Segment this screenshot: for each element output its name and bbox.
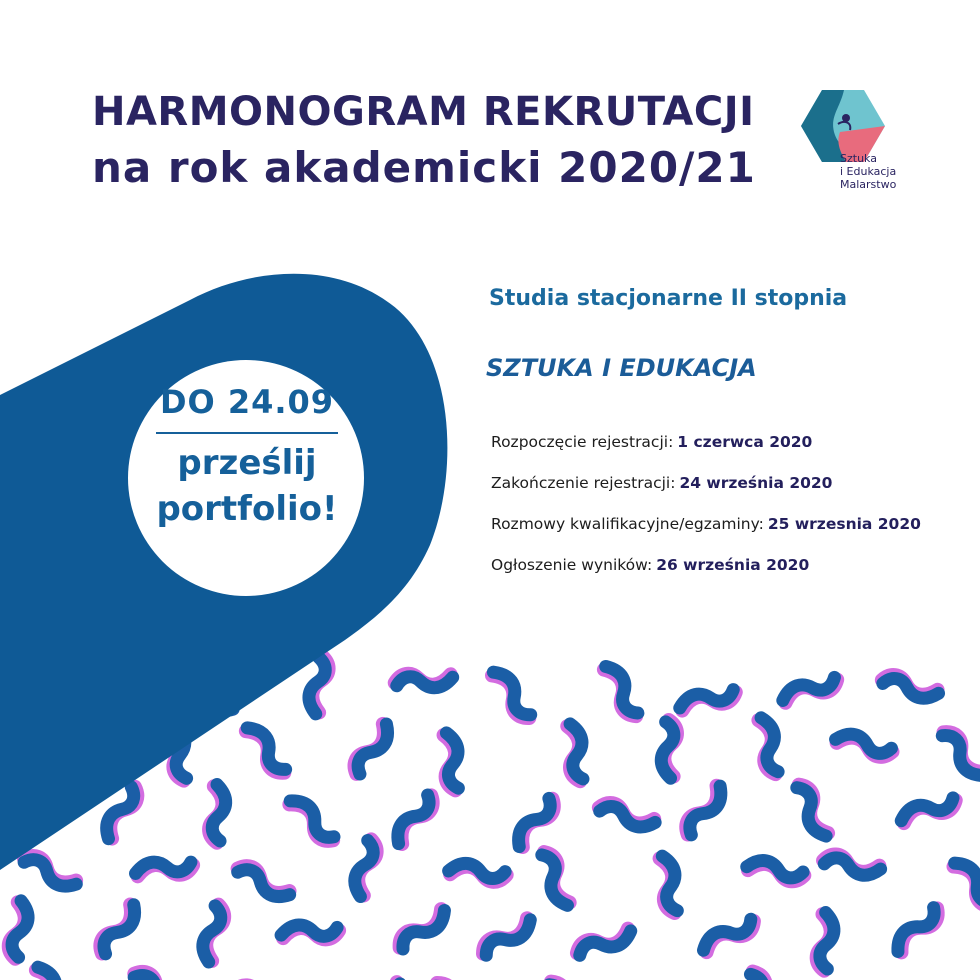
squiggle-shape (748, 969, 779, 980)
squiggle-shape (566, 723, 585, 782)
squiggle-shape (746, 857, 806, 884)
squiggle-shape (574, 927, 634, 958)
squiggle-shape (490, 667, 534, 723)
squiggle-shape (351, 838, 380, 898)
squiggle-shape (244, 722, 289, 778)
cta-line-2: portfolio! (156, 489, 338, 529)
squiggle-shape (395, 673, 453, 688)
logo-line-3: Malarstwo (840, 178, 897, 191)
study-type: Studia stacjonarne II stopnia (489, 286, 848, 311)
schedule-item (491, 474, 921, 515)
squiggle-shape (961, 973, 980, 980)
schedule-value: 1 czerwca 2020 (677, 433, 813, 451)
squiggle-shape (391, 792, 439, 846)
deadline-date: DO 24.09 (156, 380, 338, 434)
page-title (92, 84, 792, 196)
cta-line-1: prześlij (177, 443, 317, 483)
squiggle-shape (6, 900, 31, 960)
squiggle-shape (539, 849, 571, 908)
logo-text (840, 152, 896, 191)
schedule-item (491, 433, 921, 474)
squiggle-shape (478, 916, 535, 958)
schedule-item (491, 556, 921, 597)
sztuka-logo (800, 88, 910, 198)
schedule-label: Ogłoszenie wyników: (491, 556, 653, 574)
title-line-1: HARMONOGRAM REKRUTACJI (92, 89, 755, 135)
squiggle-shape (597, 799, 656, 832)
squiggle-shape (939, 727, 980, 782)
squiggle-shape (952, 857, 980, 912)
squiggle-shape (34, 963, 70, 980)
squiggle-shape (822, 852, 882, 879)
schedule-value: 24 września 2020 (679, 474, 833, 492)
squiggle-shape (281, 925, 339, 940)
title-line-2: na rok akademicki 2020/21 (92, 143, 756, 192)
squiggle-shape (794, 781, 830, 840)
logo-line-1: Sztuka (840, 152, 877, 165)
schedule-list (491, 433, 921, 597)
squiggle-shape (815, 912, 836, 971)
schedule-label: Rozpoczęcie rejestracji: (491, 433, 674, 451)
squiggle-shape (306, 655, 331, 715)
logo-line-2: i Edukacja (840, 165, 897, 178)
squiggle-shape (699, 916, 758, 953)
squiggle-shape (780, 675, 840, 705)
squiggle-shape (95, 902, 142, 956)
schedule-value: 25 wrzesnia 2020 (767, 515, 921, 533)
squiggle-shape (678, 687, 738, 712)
squiggle-shape (660, 720, 677, 779)
squiggle-shape (21, 851, 78, 893)
squiggle-shape (891, 905, 943, 955)
squiggle-shape (349, 722, 395, 777)
schedule-label: Rozmowy kwalifikacyjne/egzaminy: (491, 515, 764, 533)
squiggle-shape (199, 903, 227, 963)
squiggle-shape (834, 730, 894, 761)
schedule-value: 26 września 2020 (656, 556, 810, 574)
schedule-label: Zakończenie rejestracji: (491, 474, 676, 492)
squiggle-shape (131, 966, 186, 980)
squiggle-shape (135, 860, 194, 878)
squiggle-shape (287, 794, 337, 846)
program-name: SZTUKA I EDUKACJA (486, 354, 757, 382)
squiggle-shape (898, 795, 958, 824)
squiggle-shape (208, 784, 227, 843)
squiggle-shape (602, 662, 641, 720)
deadline-cta (128, 440, 366, 532)
squiggle-shape (442, 732, 460, 791)
squiggle-shape (880, 672, 940, 704)
squiggle-shape (235, 861, 292, 903)
schedule-item (491, 515, 921, 556)
squiggle-shape (681, 784, 728, 838)
squiggle-shape (448, 861, 507, 884)
squiggle-shape (757, 716, 780, 776)
squiggle-shape (395, 907, 451, 952)
deadline-badge (128, 360, 366, 590)
squiggle-shape (511, 795, 559, 849)
squiggle-shape (658, 855, 679, 914)
